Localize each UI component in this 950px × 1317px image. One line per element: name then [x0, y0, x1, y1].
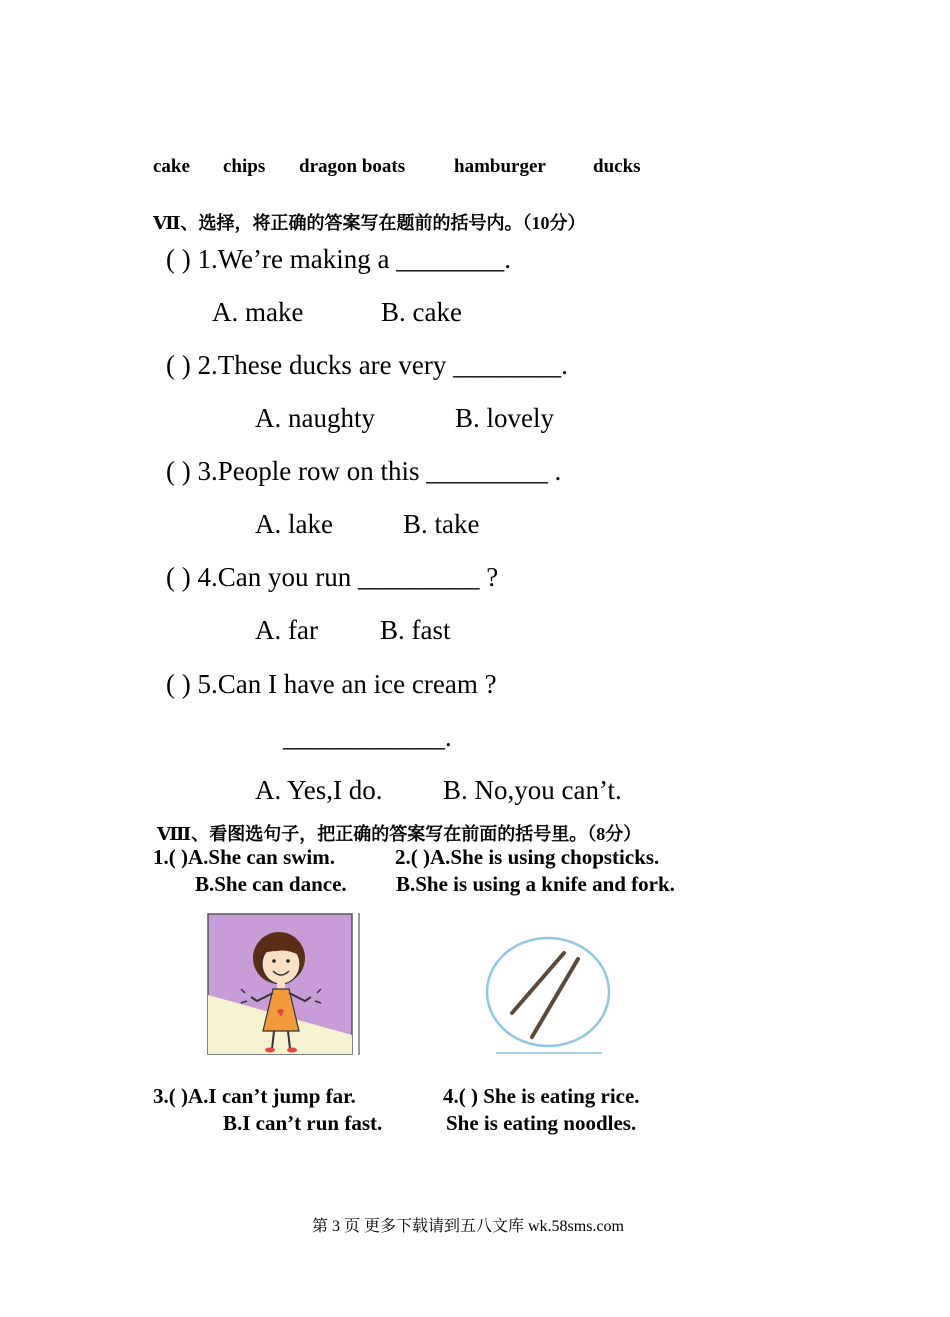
- question-5-option-a: A. Yes,I do.: [255, 775, 383, 805]
- word-bank-item: ducks: [593, 156, 641, 177]
- dancing-girl-picture: [207, 913, 363, 1055]
- item-4-line-2: She is eating noodles.: [446, 1111, 637, 1135]
- question-4-option-a: A. far: [255, 615, 318, 645]
- question-4-option-b: B. fast: [380, 615, 451, 645]
- word-bank-item: dragon boats: [299, 156, 406, 177]
- chopsticks-picture: [484, 935, 612, 1055]
- question-2-option-a: A. naughty: [255, 403, 375, 433]
- question-5-option-b: B. No,you can’t.: [443, 775, 622, 805]
- question-3-option-a: A. lake: [255, 509, 333, 539]
- question-5: ( ) 5.Can I have an ice cream ?: [166, 669, 497, 699]
- page-footer: 第 3 页 更多下载请到五八文库 wk.58sms.com: [312, 1218, 625, 1235]
- question-4: ( ) 4.Can you run _________ ?: [166, 562, 499, 592]
- item-3-line-2: B.I can’t run fast.: [223, 1111, 383, 1135]
- word-bank-item: hamburger: [454, 156, 546, 177]
- question-1-option-a: A. make: [212, 297, 304, 327]
- question-2-option-b: B. lovely: [455, 403, 554, 433]
- item-4-line-1: 4.( ) She is eating rice.: [443, 1084, 640, 1108]
- section-8-heading: Ⅷ、看图选句子，把正确的答案写在前面的括号里。（8分）: [157, 824, 642, 844]
- question-3-option-b: B. take: [403, 509, 480, 539]
- question-1: ( ) 1.We’re making a ________.: [166, 244, 511, 274]
- question-5-answer-blank: ____________.: [283, 722, 452, 752]
- item-3-line-1: 3.( )A.I can’t jump far.: [153, 1084, 356, 1108]
- item-1-line-1: 1.( )A.She can swim.: [153, 845, 335, 869]
- question-2: ( ) 2.These ducks are very ________.: [166, 350, 568, 380]
- question-1-option-b: B. cake: [381, 297, 462, 327]
- section-7-heading: Ⅶ、选择，将正确的答案写在题前的括号内。（10分）: [153, 213, 586, 233]
- word-bank-item: cake: [153, 156, 190, 177]
- word-bank-item: chips: [223, 156, 266, 177]
- item-2-line-2: B.She is using a knife and fork.: [396, 872, 675, 896]
- item-2-line-1: 2.( )A.She is using chopsticks.: [395, 845, 660, 869]
- item-1-line-2: B.She can dance.: [195, 872, 347, 896]
- question-3: ( ) 3.People row on this _________ .: [166, 456, 562, 486]
